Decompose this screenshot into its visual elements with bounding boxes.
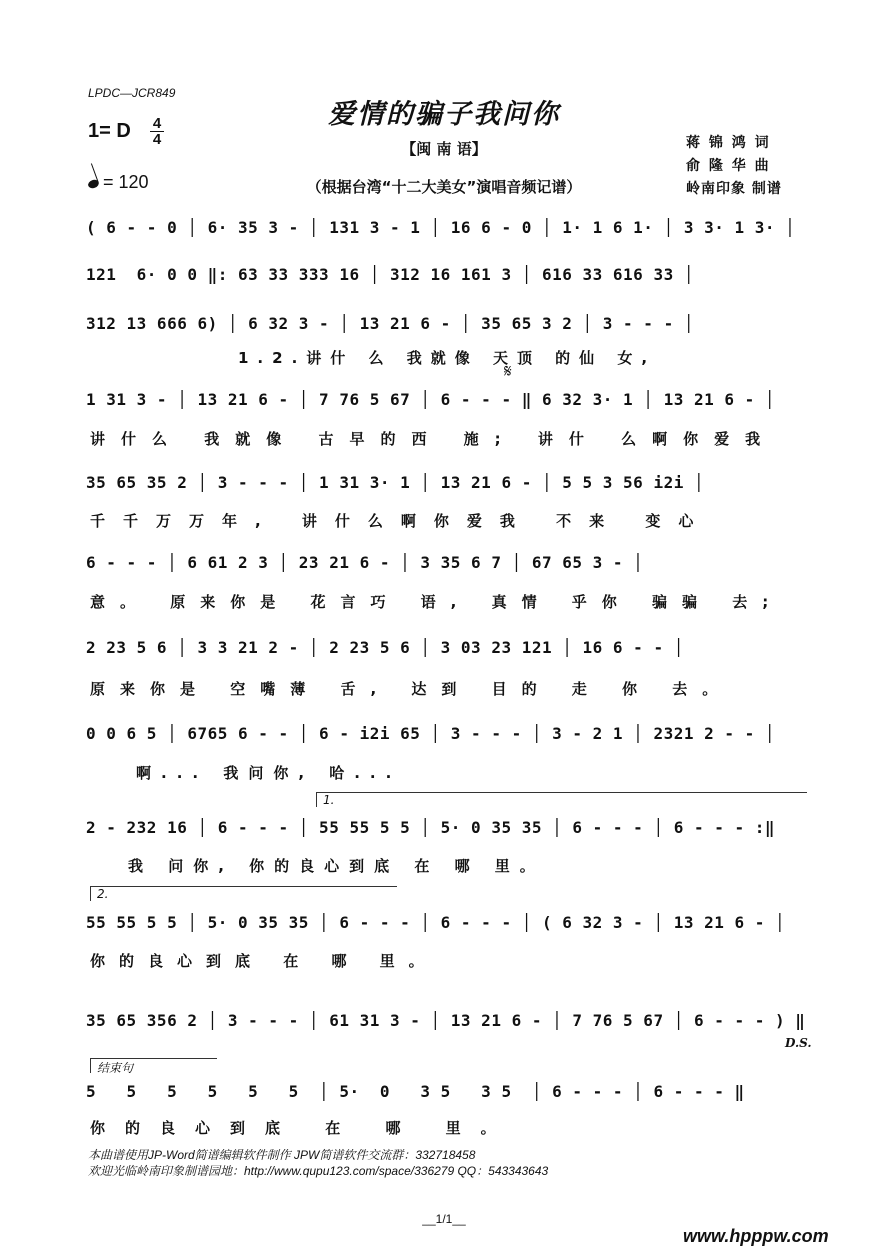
lyric-line-4: 意。 原来你是 花言巧 语, 真情 乎你 骗骗 去; — [90, 593, 784, 611]
segno-icon: 𝄋 — [504, 361, 512, 382]
site-watermark: www.hpppw.com — [683, 1226, 829, 1246]
score-line-5: 35 65 35 2 │ 3 - - - │ 1 31 3· 1 │ 13 21 6 - │ 5 5 3 56 i2i │ — [86, 473, 705, 492]
score-line-4: 1 31 3 - │ 13 21 6 - │ 7 76 5 67 │ 6 - - - ‖ 6 32 3· 1 │ 13 21 6 - │ — [86, 390, 776, 409]
ds-marking: D.S. — [785, 1036, 812, 1050]
lyric-line-9: 你的良心到底 在 哪 里。 — [90, 1119, 516, 1137]
score-line-9: 2 - 232 16 │ 6 - - - │ 55 55 5 5 │ 5· 0 35 35 │ 6 - - - │ 6 - - - :‖ — [86, 818, 776, 837]
lyric-line-7: 我 问你, 你的良心到底 在 哪 里。 — [128, 857, 545, 875]
transcription-note: （根据台湾“十二大美女”演唱音频记谱） — [306, 178, 582, 196]
lyric-line-8: 你的良心到底 在 哪 里。 — [90, 952, 438, 970]
volta-2 — [90, 886, 397, 901]
lyric-line-6: 啊... 我问你, 哈... — [136, 764, 402, 782]
volta-1-label: 1. — [323, 793, 335, 807]
score-line-10: 55 55 5 5 │ 5· 0 35 35 │ 6 - - - │ 6 - - - │ ( 6 32 3 - │ 13 21 6 - │ — [86, 913, 786, 932]
key-signature: 1= D — [88, 120, 131, 142]
lyric-line-2: 讲什么 我就像 古早的西 施; 讲什 么啊你爱我 — [90, 430, 777, 448]
score-line-11: 35 65 356 2 │ 3 - - - │ 61 31 3 - │ 13 21 6 - │ 7 76 5 67 │ 6 - - - ) ‖ — [86, 1011, 806, 1030]
footer-line-2: 欢迎光临岭南印象制谱园地：http://www.qupu123.com/space/336279 QQ：543343643 — [88, 1164, 549, 1178]
composer-credit: 俞 隆 华 曲 — [686, 158, 771, 174]
lyric-line-5: 原来你是 空嘴薄 舌, 达到 目的 走 你 去。 — [90, 680, 733, 698]
coda-label: 结束句 — [97, 1061, 134, 1075]
tempo-value: = 120 — [103, 172, 149, 192]
score-line-7: 2 23 5 6 │ 3 3 21 2 - │ 2 23 5 6 │ 3 03 23 121 │ 16 6 - - │ — [86, 638, 684, 657]
time-top: 4 — [152, 115, 162, 132]
score-line-6: 6 - - - │ 6 61 2 3 │ 23 21 6 - │ 3 35 6 7 │ 67 65 3 - │ — [86, 553, 644, 572]
score-line-12: 5 5 5 5 5 5 │ 5· 0 3 5 3 5 │ 6 - - - │ 6 - - - ‖ — [86, 1082, 745, 1101]
volta-2-label: 2. — [97, 887, 109, 901]
footer-line-1: 本曲谱使用JP-Word简谱编辑软件制作 JPW简谱软件交流群：332718458 — [88, 1148, 476, 1162]
lyric-line-3: 千千万万年, 讲什么啊你爱我 不来 变心 — [90, 512, 712, 530]
score-code: LPDC—JCR849 — [88, 86, 176, 100]
score-line-2: 121 6· 0 0 ‖: 63 33 333 16 │ 312 16 161 3 │ 616 33 616 33 │ — [86, 265, 694, 284]
time-bottom: 4 — [152, 131, 162, 148]
dialect-label: 【闽 南 语】 — [401, 140, 487, 158]
score-line-8: 0 0 6 5 │ 6765 6 - - │ 6 - i2i 65 │ 3 - - - │ 3 - 2 1 │ 2321 2 - - │ — [86, 724, 776, 743]
arranger-credit: 岭南印象 制谱 — [686, 181, 782, 197]
song-title: 爱情的骗子我问你 — [328, 99, 560, 130]
lyricist-credit: 蒋 锦 鸿 词 — [686, 135, 771, 151]
score-line-1: ( 6 - - 0 │ 6· 35 3 - │ 131 3 - 1 │ 16 6 - 0 │ 1· 1 6 1· │ 3 3· 1 3· │ — [86, 218, 796, 237]
lyric-line-1: 1.2.讲什 么 我就像 天顶 的仙 女, — [238, 349, 657, 367]
coda-bracket — [90, 1058, 217, 1073]
score-line-3: 312 13 666 6) │ 6 32 3 - │ 13 21 6 - │ 35 65 3 2 │ 3 - - - │ — [86, 314, 694, 333]
volta-1 — [316, 792, 807, 807]
page-number: __1/1__ — [422, 1212, 466, 1226]
